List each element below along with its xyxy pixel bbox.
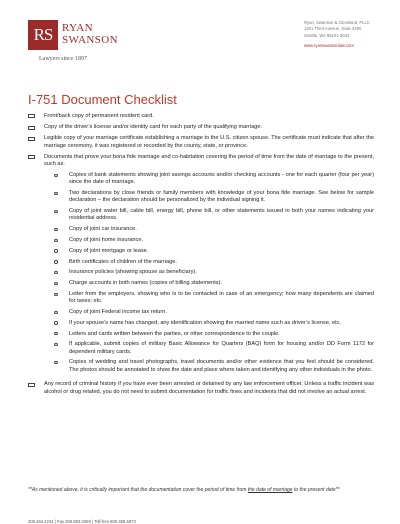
checklist-item bbox=[28, 381, 374, 395]
sub-item bbox=[54, 320, 374, 327]
bullet-circle-icon bbox=[54, 192, 58, 195]
sub-item-text: Letter from the employers, showing who is to be contacted in case of an emergency; how many dependents are claimed for taxes; etc. bbox=[69, 291, 374, 305]
checklist-item bbox=[28, 135, 374, 149]
checklist-item-text: Legible copy of your marriage certificate establishing a marriage to the U.S. citizen spouse. The certificate must indicate that after the marriage ceremony, it was registered or recorded by the county, state, or province. bbox=[44, 135, 374, 149]
checklist bbox=[28, 113, 374, 400]
bullet-circle-icon bbox=[54, 260, 58, 263]
sub-item bbox=[54, 341, 374, 355]
sub-item-text: Letters and cards written between the parties, or other correspondence to the couple. bbox=[69, 330, 280, 337]
sub-item-text: If your spouse’s name has changed, any identification showing the married name such as driver’s license, etc. bbox=[69, 319, 342, 326]
logo-name-line2: SWANSON bbox=[62, 34, 118, 46]
sub-item bbox=[54, 269, 374, 276]
sub-list bbox=[54, 172, 374, 374]
sub-item bbox=[54, 208, 374, 222]
sub-item bbox=[54, 190, 374, 204]
sub-item bbox=[54, 291, 374, 305]
bullet-circle-icon bbox=[54, 282, 58, 285]
checklist-item-text: Documents that prove your bona fide marriage and co-habitation covering the period of time from the date of marriage to the present, such as: bbox=[44, 153, 374, 168]
checklist-item-body bbox=[44, 154, 374, 378]
checklist-item bbox=[28, 113, 374, 120]
sub-item-text: Two declarations by close friends or family members with knowledge of your bona fide marriage. See below for sample declaration – the declaration should be personalized by the individual signing it. bbox=[69, 190, 374, 204]
sub-item-text: Birth certificates of children of the marriage. bbox=[69, 258, 177, 265]
sub-item bbox=[54, 331, 374, 338]
bullet-circle-icon bbox=[54, 311, 58, 314]
bullet-circle-icon bbox=[54, 361, 58, 364]
sub-item-text: If applicable, submit copies of military Basic Allowance for Quarters (BAQ) form for housing and/or DD Form 1172 for dependent military cards. bbox=[69, 341, 374, 355]
sub-item-text: Copy of joint Federal income tax return. bbox=[69, 309, 167, 315]
footnote-emphasis: the date of marriage bbox=[247, 487, 293, 493]
checkbox[interactable] bbox=[28, 126, 35, 130]
checklist-item-text: Any record of criminal history if you have ever been arrested or detained by any law enforcement officer. Unless a traffic incident was alcohol or drug related, you do not need to submit documentation for traffic fines and incidents that did not involve an actual arrest. bbox=[44, 381, 374, 395]
bullet-circle-icon bbox=[54, 239, 58, 242]
checklist-item-text: Front/back copy of permanent resident card. bbox=[44, 113, 154, 119]
firm-name: Ryan, Swanson & Cleveland, PLLC bbox=[304, 20, 370, 25]
sub-item-text: Copy of joint mortgage or lease. bbox=[69, 247, 149, 254]
firm-city: Seattle, WA 98101-3034 bbox=[304, 32, 350, 38]
sub-item-text: Insurance policies (showing spouse as beneficiary). bbox=[69, 269, 197, 276]
bullet-circle-icon bbox=[54, 321, 58, 324]
bullet-circle-icon bbox=[54, 332, 58, 335]
sub-item bbox=[54, 172, 374, 186]
sub-item bbox=[54, 309, 374, 316]
firm-logo bbox=[28, 20, 138, 62]
firm-address bbox=[304, 20, 370, 50]
sub-item bbox=[54, 226, 374, 233]
checkbox[interactable] bbox=[28, 383, 35, 387]
footnote bbox=[28, 487, 378, 493]
bullet-circle-icon bbox=[54, 293, 58, 296]
footnote-suffix: to the present date** bbox=[292, 487, 340, 493]
sub-item-text: Copy of joint home insurance. bbox=[69, 237, 144, 244]
bullet-circle-icon bbox=[54, 228, 58, 231]
sub-item-text: Copy of joint car insurance. bbox=[69, 226, 137, 233]
checkbox[interactable] bbox=[28, 137, 35, 141]
bullet-circle-icon bbox=[54, 210, 58, 213]
bullet-circle-icon bbox=[54, 343, 58, 346]
checklist-item-text: Copy of the driver’s license and/or identity card for each party of the qualifying marriage. bbox=[44, 124, 263, 131]
logo-wordmark bbox=[62, 20, 118, 46]
bullet-circle-icon bbox=[54, 174, 58, 177]
checklist-item bbox=[28, 124, 374, 131]
firm-website-link[interactable]: www.ryanswansonlaw.com bbox=[304, 43, 354, 49]
logo-name-line1: RYAN bbox=[62, 22, 93, 34]
bullet-circle-icon bbox=[54, 249, 58, 252]
sub-item-text: Copies of bank statements showing joint savings accounts and/or checking accounts - one for each quarter (four per year) since the date of marriage. bbox=[69, 172, 374, 186]
sub-item-text: Copy of joint water bill, cable bill, energy bill, phone bill, or other statements issued in both your names indicating your residential address. bbox=[69, 208, 374, 222]
page-title: I-751 Document Checklist bbox=[28, 92, 177, 107]
sub-item bbox=[54, 248, 374, 255]
bullet-circle-icon bbox=[54, 271, 58, 274]
logo-tagline: Lawyers since 1897 bbox=[39, 56, 87, 62]
sub-item bbox=[54, 359, 374, 373]
firm-street: 1201 Third Avenue, Suite 3400 bbox=[304, 26, 362, 32]
sub-item bbox=[54, 237, 374, 244]
footer-contact: 206.464.4224 | Fax 206.583.0359 | Toll-free 800.458.5973 bbox=[28, 519, 136, 524]
sub-item-text: Charge accounts in both names (copies of billing statements). bbox=[69, 280, 222, 287]
checklist-item bbox=[28, 154, 374, 378]
checkbox[interactable] bbox=[28, 114, 35, 118]
sub-item bbox=[54, 259, 374, 266]
checkbox[interactable] bbox=[28, 155, 35, 159]
sub-item bbox=[54, 280, 374, 287]
footnote-prefix: **As mentioned above, it is critically important that the documentation cover the period of time from bbox=[28, 487, 248, 493]
logo-monogram: RS bbox=[28, 20, 58, 50]
sub-item-text: Copies of wedding and travel photographs, travel documents and/or other evidence that you feel should be considered. The photos should be annotated to show the date and place where taken and identifying any other individuals in the photo. bbox=[69, 359, 374, 373]
